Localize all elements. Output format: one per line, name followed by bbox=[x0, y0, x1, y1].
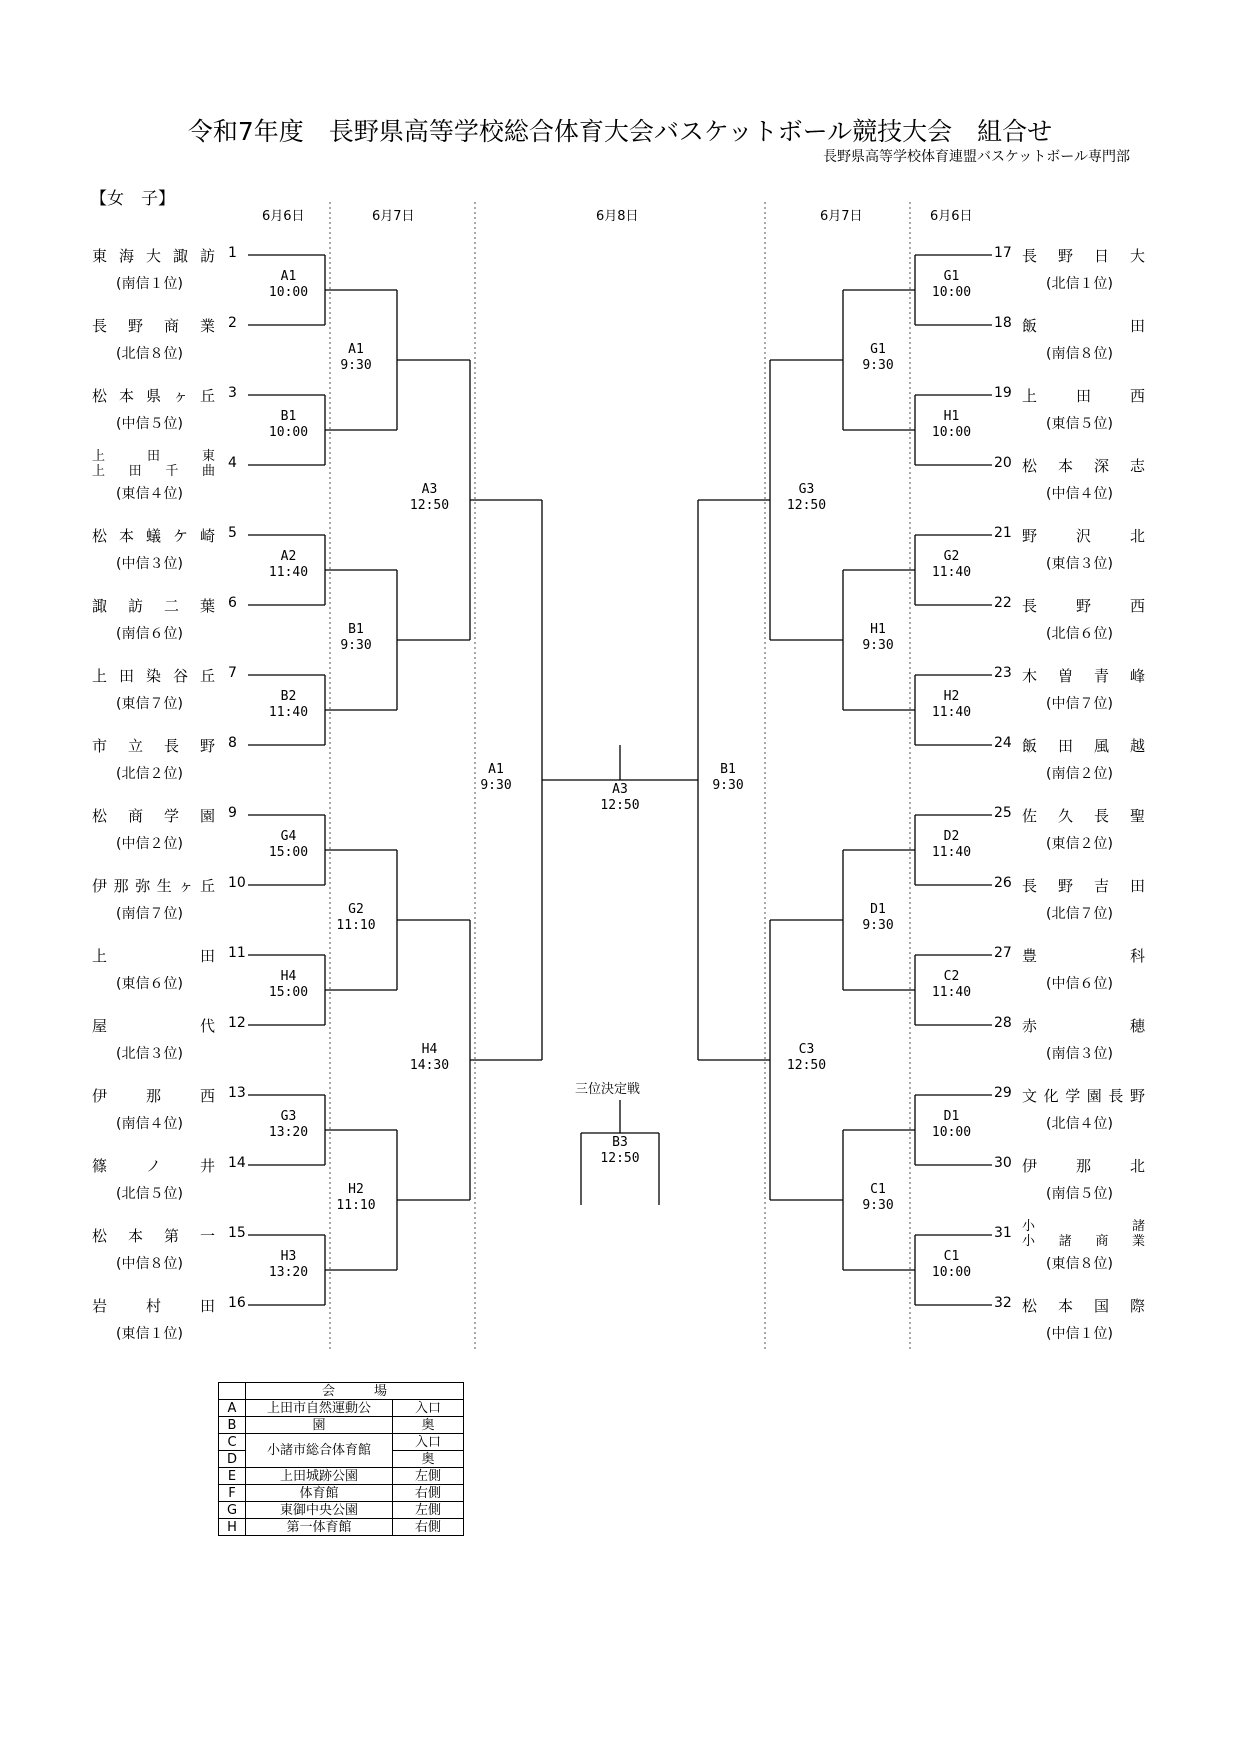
match-time: 12:50 bbox=[786, 498, 827, 513]
organizer-label: 長野県高等学校体育連盟バスケットボール専門部 bbox=[822, 149, 1130, 165]
venue-side: 入口 bbox=[393, 1434, 464, 1451]
team-name: 松本県ヶ丘 bbox=[92, 387, 216, 405]
match-time: 10:00 bbox=[268, 285, 309, 300]
team-name: 野沢北 bbox=[1022, 527, 1146, 545]
team-number: 13 bbox=[228, 1085, 246, 1101]
match-court: A3 bbox=[612, 782, 628, 797]
team-number: 24 bbox=[994, 735, 1012, 751]
match-label-r1 bbox=[259, 829, 319, 861]
venue-row bbox=[219, 1485, 464, 1502]
team-seed: (東信６位) bbox=[116, 976, 183, 992]
team-name: 赤穂 bbox=[1022, 1017, 1146, 1035]
venue-name: 上田城跡公園 bbox=[246, 1468, 393, 1485]
match-court: D2 bbox=[943, 829, 960, 844]
team-name: 長野西 bbox=[1022, 597, 1146, 615]
match-label-r1 bbox=[922, 1249, 982, 1281]
match-label-qf bbox=[777, 1042, 837, 1074]
match-label-r1 bbox=[259, 689, 319, 721]
match-label-r2 bbox=[326, 622, 386, 654]
team-seed: (東信５位) bbox=[1046, 416, 1113, 432]
match-court: H4 bbox=[421, 1042, 438, 1057]
team-seed: (北信５位) bbox=[116, 1186, 183, 1202]
team-name: 長野日大 bbox=[1022, 247, 1146, 265]
venue-code: E bbox=[219, 1468, 246, 1485]
team-name: 佐久長聖 bbox=[1022, 807, 1146, 825]
match-court: C1 bbox=[870, 1182, 886, 1197]
match-time: 11:40 bbox=[268, 565, 309, 580]
team-seed: (中信４位) bbox=[1046, 486, 1113, 502]
match-time: 12:50 bbox=[600, 1151, 640, 1166]
venue-name: 体育館 bbox=[246, 1485, 393, 1502]
match-label-r1 bbox=[922, 689, 982, 721]
third-place-label: 三位決定戦 bbox=[575, 1082, 641, 1097]
match-label-r2 bbox=[848, 342, 908, 374]
match-court: C1 bbox=[943, 1249, 960, 1264]
match-label-r1 bbox=[259, 1109, 319, 1141]
team-seed: (北信３位) bbox=[116, 1046, 183, 1062]
team-seed: (中信３位) bbox=[116, 556, 183, 572]
match-label-r1 bbox=[259, 969, 319, 1001]
venue-code: F bbox=[219, 1485, 246, 1502]
team-seed: (南信６位) bbox=[116, 626, 183, 642]
date-header-final: 6月8日 bbox=[596, 209, 639, 224]
venue-side: 右側 bbox=[393, 1519, 464, 1536]
date-header-right-r2: 6月7日 bbox=[820, 209, 863, 224]
venue-side: 左側 bbox=[393, 1502, 464, 1519]
match-time: 11:10 bbox=[336, 1198, 376, 1213]
team-number: 28 bbox=[994, 1015, 1012, 1031]
team-name: 松本第一 bbox=[92, 1227, 216, 1245]
venue-code: A bbox=[219, 1400, 246, 1417]
match-label-r2 bbox=[848, 1182, 908, 1214]
match-court: D1 bbox=[870, 902, 886, 917]
team-number: 11 bbox=[228, 945, 246, 961]
venue-name: 上田市自然運動公 bbox=[246, 1400, 393, 1417]
venue-name: 第一体育館 bbox=[246, 1519, 393, 1536]
match-court: B1 bbox=[280, 409, 297, 424]
match-court: B2 bbox=[280, 689, 297, 704]
venue-table-header bbox=[219, 1383, 464, 1400]
match-label-r1 bbox=[922, 409, 982, 441]
team-name: 松本深志 bbox=[1022, 457, 1146, 475]
venue-row bbox=[219, 1502, 464, 1519]
team-seed: (東信３位) bbox=[1046, 556, 1113, 572]
match-time: 10:00 bbox=[931, 425, 972, 440]
match-time: 10:00 bbox=[931, 285, 972, 300]
venue-code: C bbox=[219, 1434, 246, 1451]
team-number: 14 bbox=[228, 1155, 246, 1171]
match-court: G4 bbox=[280, 829, 297, 844]
team-name: 上田染谷丘 bbox=[92, 667, 216, 685]
team-name: 東海大諏訪 bbox=[92, 247, 216, 265]
team-name: 木曽青峰 bbox=[1022, 667, 1146, 685]
match-time: 9:30 bbox=[862, 918, 894, 933]
match-court: A2 bbox=[280, 549, 297, 564]
team-number: 19 bbox=[994, 385, 1012, 401]
team-name: 飯田 bbox=[1022, 317, 1146, 335]
venue-side: 奥 bbox=[393, 1451, 464, 1468]
match-court: G3 bbox=[798, 482, 815, 497]
team-name: 松本蟻ケ崎 bbox=[92, 527, 216, 545]
match-court: G3 bbox=[280, 1109, 297, 1124]
match-time: 9:30 bbox=[862, 358, 894, 373]
team-seed: (南信８位) bbox=[1046, 346, 1113, 362]
venue-name: 園 bbox=[246, 1417, 393, 1434]
match-label-sf bbox=[466, 762, 526, 794]
match-time: 11:40 bbox=[268, 705, 309, 720]
match-court: B3 bbox=[612, 1135, 628, 1150]
match-court: B1 bbox=[348, 622, 364, 637]
match-label-r1 bbox=[922, 969, 982, 1001]
team-number: 4 bbox=[228, 455, 237, 471]
match-court: H1 bbox=[943, 409, 960, 424]
match-time: 13:20 bbox=[268, 1125, 309, 1140]
team-seed: (東信７位) bbox=[116, 696, 183, 712]
venue-code: B bbox=[219, 1417, 246, 1434]
team-seed: (中信８位) bbox=[116, 1256, 183, 1272]
team-seed: (南信１位) bbox=[116, 276, 183, 292]
match-court: A1 bbox=[348, 342, 364, 357]
team-number: 23 bbox=[994, 665, 1012, 681]
team-seed: (中信２位) bbox=[116, 836, 183, 852]
team-number: 17 bbox=[994, 245, 1012, 261]
team-seed: (北信２位) bbox=[116, 766, 183, 782]
team-seed: (北信４位) bbox=[1046, 1116, 1113, 1132]
team-seed: (北信７位) bbox=[1046, 906, 1113, 922]
match-label-qf bbox=[400, 482, 460, 514]
match-court: C2 bbox=[943, 969, 960, 984]
team-seed: (南信２位) bbox=[1046, 766, 1113, 782]
match-label-r2 bbox=[326, 342, 386, 374]
venue-side: 入口 bbox=[393, 1400, 464, 1417]
match-label-final bbox=[590, 782, 650, 814]
team-number: 22 bbox=[994, 595, 1012, 611]
date-header-left-r1: 6月6日 bbox=[262, 209, 305, 224]
match-court: C3 bbox=[798, 1042, 815, 1057]
team-name: 伊那西 bbox=[92, 1087, 216, 1105]
venue-table bbox=[218, 1382, 464, 1536]
team-number: 18 bbox=[994, 315, 1012, 331]
team-number: 27 bbox=[994, 945, 1012, 961]
team-seed: (南信７位) bbox=[116, 906, 183, 922]
match-time: 11:40 bbox=[931, 565, 972, 580]
venue-code: H bbox=[219, 1519, 246, 1536]
match-court: H2 bbox=[348, 1182, 364, 1197]
team-seed: (南信４位) bbox=[116, 1116, 183, 1132]
team-seed: (北信６位) bbox=[1046, 626, 1113, 642]
match-time: 9:30 bbox=[340, 358, 372, 373]
team-seed: (東信１位) bbox=[116, 1326, 183, 1342]
venue-name: 小諸市総合体育館 bbox=[246, 1434, 393, 1468]
match-time: 11:40 bbox=[931, 845, 972, 860]
match-label-r1 bbox=[259, 409, 319, 441]
match-time: 12:50 bbox=[786, 1058, 827, 1073]
page-title: 令和7年度 長野県高等学校総合体育大会バスケットボール競技大会 組合せ bbox=[187, 117, 1053, 146]
team-number: 31 bbox=[994, 1225, 1012, 1241]
team-name: 上田西 bbox=[1022, 387, 1146, 405]
team-seed: (北信８位) bbox=[116, 346, 183, 362]
team-seed: (東信４位) bbox=[116, 486, 183, 502]
team-name: 屋代 bbox=[92, 1017, 216, 1035]
match-label-r2 bbox=[326, 1182, 386, 1214]
match-time: 9:30 bbox=[340, 638, 372, 653]
team-name: 諏訪二葉 bbox=[92, 597, 216, 615]
team-number: 10 bbox=[228, 875, 246, 891]
match-label-r2 bbox=[326, 902, 386, 934]
division-label: 【女 子】 bbox=[90, 189, 175, 209]
match-court: G2 bbox=[348, 902, 364, 917]
venue-side: 左側 bbox=[393, 1468, 464, 1485]
team-number: 7 bbox=[228, 665, 237, 681]
match-time: 14:30 bbox=[409, 1058, 450, 1073]
venue-name: 東御中央公園 bbox=[246, 1502, 393, 1519]
match-label-r1 bbox=[259, 269, 319, 301]
team-name: 長野吉田 bbox=[1022, 877, 1146, 895]
team-name: 市立長野 bbox=[92, 737, 216, 755]
match-label-r1 bbox=[922, 549, 982, 581]
team-seed: (東信２位) bbox=[1046, 836, 1113, 852]
team-name: 松本国際 bbox=[1022, 1297, 1146, 1315]
match-label-r1 bbox=[259, 549, 319, 581]
team-number: 16 bbox=[228, 1295, 246, 1311]
venue-row bbox=[219, 1434, 464, 1451]
venue-code: D bbox=[219, 1451, 246, 1468]
date-header-left-r2: 6月7日 bbox=[372, 209, 415, 224]
team-name: 伊那弥生ヶ丘 bbox=[92, 877, 216, 895]
match-time: 9:30 bbox=[862, 1198, 894, 1213]
venue-row bbox=[219, 1417, 464, 1434]
team-seed: (中信７位) bbox=[1046, 696, 1113, 712]
team-seed: (南信５位) bbox=[1046, 1186, 1113, 1202]
team-number: 21 bbox=[994, 525, 1012, 541]
match-time: 10:00 bbox=[931, 1125, 972, 1140]
match-time: 15:00 bbox=[268, 845, 309, 860]
match-court: H1 bbox=[870, 622, 886, 637]
team-number: 8 bbox=[228, 735, 237, 751]
team-name: 篠ノ井 bbox=[92, 1157, 216, 1175]
match-court: A1 bbox=[280, 269, 297, 284]
team-seed: (北信１位) bbox=[1046, 276, 1113, 292]
team-number: 32 bbox=[994, 1295, 1012, 1311]
match-label-third bbox=[590, 1135, 650, 1167]
date-header-right-r1: 6月6日 bbox=[930, 209, 973, 224]
venue-row bbox=[219, 1400, 464, 1417]
team-number: 9 bbox=[228, 805, 237, 821]
match-court: A1 bbox=[488, 762, 504, 777]
team-name: 松商学園 bbox=[92, 807, 216, 825]
match-time: 12:50 bbox=[600, 798, 640, 813]
team-name: 飯田風越 bbox=[1022, 737, 1146, 755]
match-time: 12:50 bbox=[409, 498, 450, 513]
team-name: 上田東 上田千曲 bbox=[92, 449, 216, 479]
team-name: 文化学園長野 bbox=[1022, 1087, 1146, 1105]
match-court: B1 bbox=[720, 762, 736, 777]
match-time: 11:10 bbox=[336, 918, 376, 933]
team-name: 長野商業 bbox=[92, 317, 216, 335]
team-number: 1 bbox=[228, 245, 237, 261]
match-time: 11:40 bbox=[931, 985, 972, 1000]
match-court: A3 bbox=[421, 482, 438, 497]
team-number: 20 bbox=[994, 455, 1012, 471]
match-court: G1 bbox=[870, 342, 886, 357]
team-number: 3 bbox=[228, 385, 237, 401]
match-time: 9:30 bbox=[712, 778, 744, 793]
match-court: G1 bbox=[943, 269, 960, 284]
match-time: 9:30 bbox=[480, 778, 512, 793]
venue-row bbox=[219, 1519, 464, 1536]
match-court: H2 bbox=[943, 689, 960, 704]
team-seed: (南信３位) bbox=[1046, 1046, 1113, 1062]
match-label-r1 bbox=[922, 829, 982, 861]
team-seed: (中信６位) bbox=[1046, 976, 1113, 992]
match-court: H4 bbox=[280, 969, 297, 984]
match-time: 13:20 bbox=[268, 1265, 309, 1280]
venue-row bbox=[219, 1468, 464, 1485]
match-label-qf bbox=[777, 482, 837, 514]
team-name: 豊科 bbox=[1022, 947, 1146, 965]
team-number: 12 bbox=[228, 1015, 246, 1031]
venue-side: 奥 bbox=[393, 1417, 464, 1434]
team-seed: (東信８位) bbox=[1046, 1256, 1113, 1272]
match-court: G2 bbox=[943, 549, 960, 564]
team-name: 伊那北 bbox=[1022, 1157, 1146, 1175]
match-court: H3 bbox=[280, 1249, 297, 1264]
team-number: 29 bbox=[994, 1085, 1012, 1101]
match-label-r1 bbox=[922, 269, 982, 301]
match-label-r2 bbox=[848, 622, 908, 654]
match-time: 10:00 bbox=[268, 425, 309, 440]
venue-header: 会 場 bbox=[246, 1383, 464, 1400]
match-label-r1 bbox=[922, 1109, 982, 1141]
team-number: 15 bbox=[228, 1225, 246, 1241]
match-label-sf bbox=[698, 762, 758, 794]
match-label-r1 bbox=[259, 1249, 319, 1281]
team-number: 25 bbox=[994, 805, 1012, 821]
match-time: 11:40 bbox=[931, 705, 972, 720]
venue-side: 右側 bbox=[393, 1485, 464, 1502]
match-court: D1 bbox=[943, 1109, 960, 1124]
team-name: 小諸 小諸商業 bbox=[1022, 1219, 1146, 1249]
team-seed: (中信５位) bbox=[116, 416, 183, 432]
match-time: 9:30 bbox=[862, 638, 894, 653]
team-name: 岩村田 bbox=[92, 1297, 216, 1315]
team-name: 上田 bbox=[92, 947, 216, 965]
team-number: 5 bbox=[228, 525, 237, 541]
match-time: 10:00 bbox=[931, 1265, 972, 1280]
match-label-qf bbox=[400, 1042, 460, 1074]
match-time: 15:00 bbox=[268, 985, 309, 1000]
venue-code: G bbox=[219, 1502, 246, 1519]
team-number: 2 bbox=[228, 315, 237, 331]
team-number: 26 bbox=[994, 875, 1012, 891]
team-seed: (中信１位) bbox=[1046, 1326, 1113, 1342]
match-label-r2 bbox=[848, 902, 908, 934]
team-number: 30 bbox=[994, 1155, 1012, 1171]
team-number: 6 bbox=[228, 595, 237, 611]
